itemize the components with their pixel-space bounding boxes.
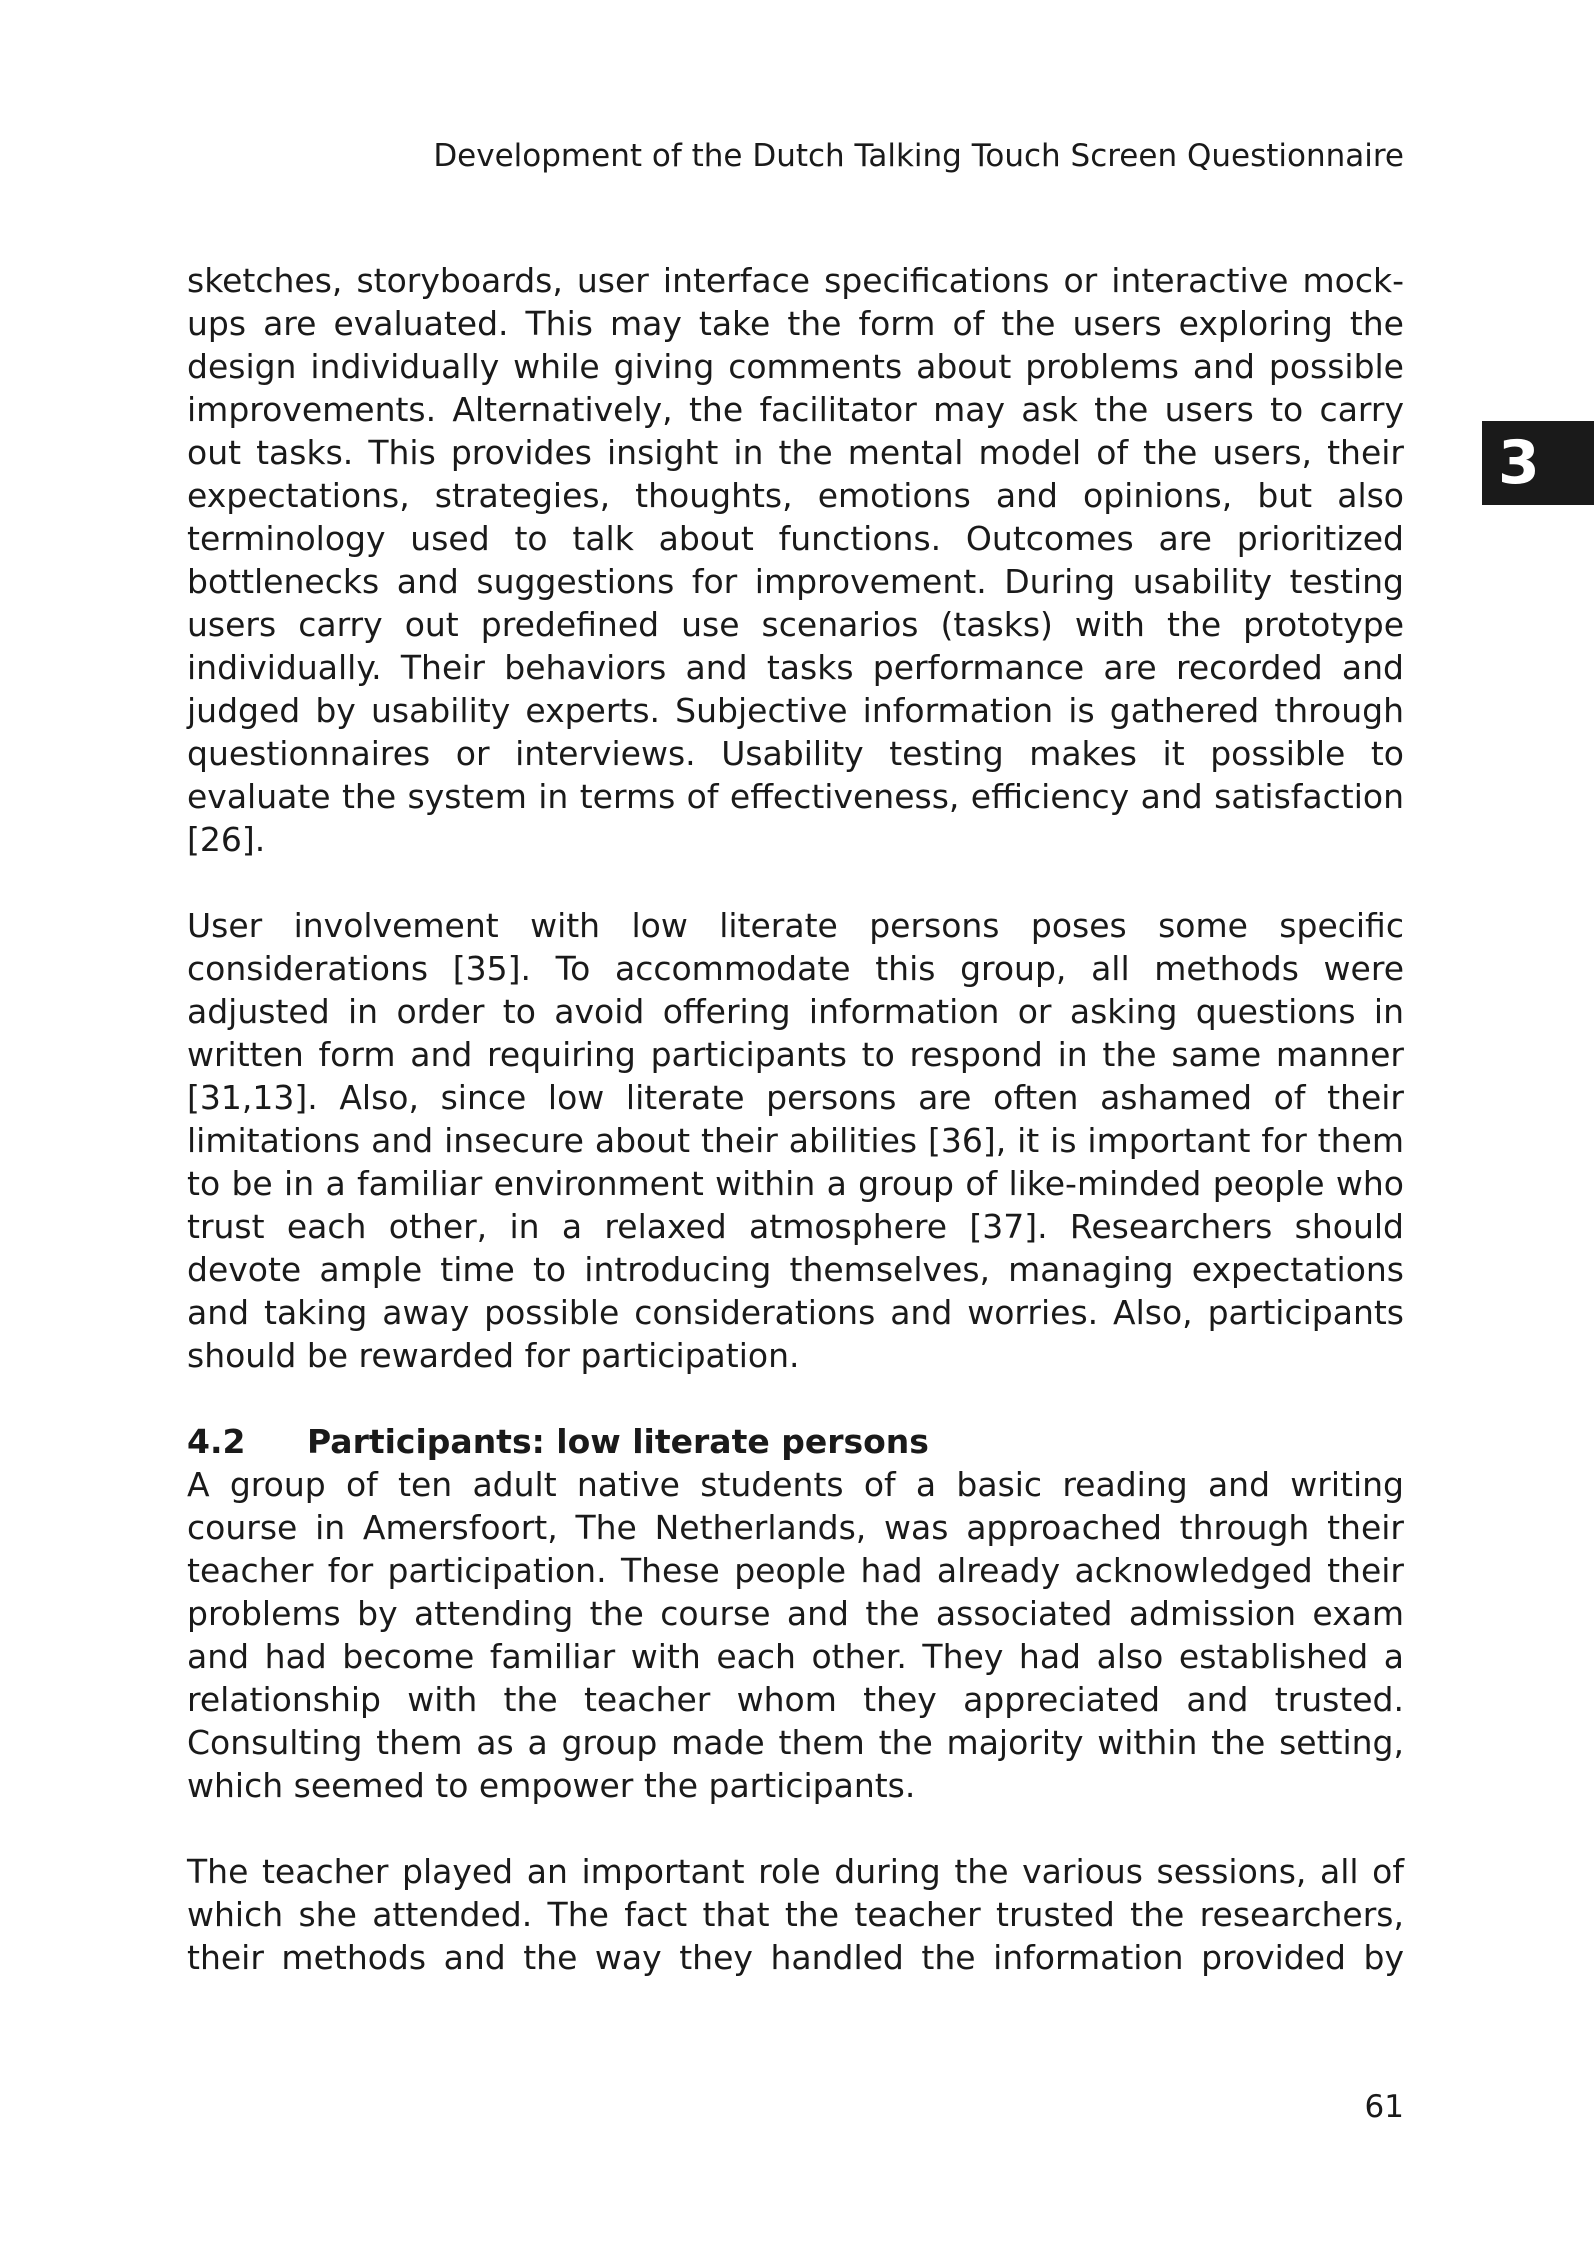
chapter-tab: 3 — [1482, 421, 1594, 505]
paragraph: sketches, storyboards, user interface specifications or interactive mock-ups are evaluated. This may take the form of the users exploring the design individually while giving comments about problems and possible improvements. Alternatively, the facilitator may ask the users to carry out tasks. This provides insight in the mental model of the users, their expectations, strategies, thoughts, emotions and opinions, but also terminology used to talk about functions. Outcomes are prioritized bottlenecks and suggestions for improvement. During usability testing users carry out predefined use scenarios (tasks) with the prototype individually. Their behaviors and tasks performance are recorded and judged by usability experts. Subjective information is gathered through questionnaires or interviews. Usability testing makes it possible to evaluate the system in terms of effectiveness, efficiency and satisfaction [26]. — [187, 261, 1404, 859]
section-number: 4.2 — [187, 1422, 246, 1461]
page-number: 61 — [1364, 2089, 1404, 2125]
section-heading — [187, 1420, 1404, 1463]
paragraph: The teacher played an important role during the various sessions, all of which she attended. The fact that the teacher trusted the researchers, their methods and the way they handled the information provided by — [187, 1852, 1404, 1977]
running-header: Development of the Dutch Talking Touch Screen Questionnaire — [433, 138, 1404, 174]
section-title: Participants: low literate persons — [307, 1422, 929, 1461]
body-text — [187, 259, 1404, 1979]
paragraph: A group of ten adult native students of a basic reading and writing course in Amersfoort, The Netherlands, was approached through their teacher for participation. These people had already acknowledged their problems by attending the course and the associated admission exam and had become familiar with each other. They had also established a relationship with the teacher whom they appreciated and trusted. Consulting them as a group made them the majority within the setting, which seemed to empower the participants. — [187, 1465, 1404, 1805]
paragraph: User involvement with low literate persons poses some specific considerations [35]. To accommodate this group, all methods were adjusted in order to avoid offering information or asking questions in written form and requiring participants to respond in the same manner [31,13]. Also, since low literate persons are often ashamed of their limitations and insecure about their abilities [36], it is important for them to be in a familiar environment within a group of like-minded people who trust each other, in a relaxed atmosphere [37]. Researchers should devote ample time to introducing themselves, managing expectations and taking away possible considerations and worries. Also, participants should be rewarded for participation. — [187, 906, 1404, 1375]
